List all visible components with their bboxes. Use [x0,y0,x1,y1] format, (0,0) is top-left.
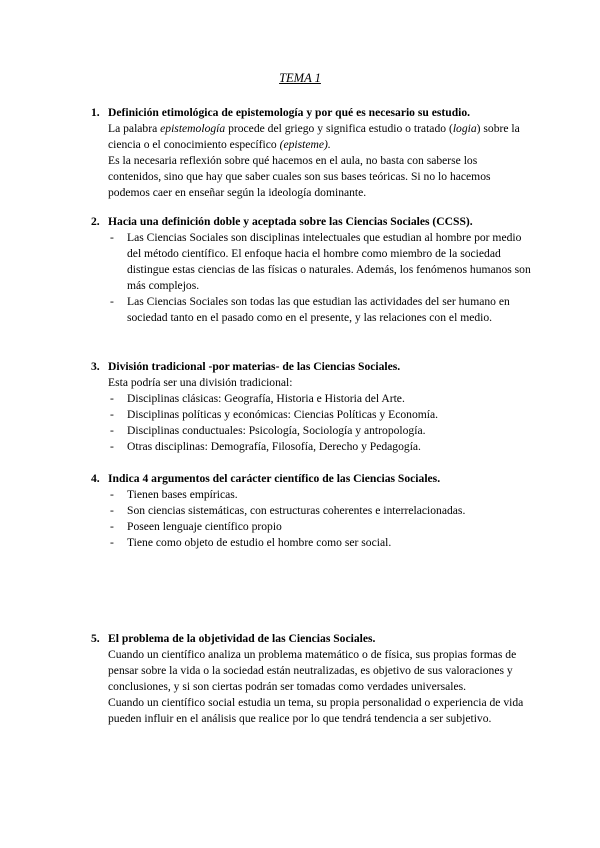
text: procede del griego y significa estudio o tratado ( [225,122,453,135]
list-item-text: Son ciencias sistemáticas, con estructuras coherentes e interrelacionadas. [127,504,466,517]
bullet-marker: - [110,408,114,421]
section-number: 3. [91,360,100,373]
paragraph: Cuando un científico social estudia un tema, su propia personalidad o experiencia de vida pueden influir en el análisis que realice por lo que tendrá tendencia a ser subjetivo. [108,696,524,725]
section-body [108,121,531,201]
term: logia [452,122,477,135]
section-title: El problema de la objetividad de las Ciencias Sociales. [108,632,376,645]
bullet-marker: - [110,520,114,533]
list-item-text: Otras disciplinas: Demografía, Filosofía, Derecho y Pedagogía. [127,440,421,453]
section-5 [91,631,531,727]
list-item [91,423,531,439]
section-3 [91,359,531,455]
list-item-text: Tiene como objeto de estudio el hombre como ser social. [127,536,392,549]
section-heading [91,105,531,121]
section-number: 2. [91,215,100,228]
list-item [91,230,531,294]
term: (episteme). [279,138,331,151]
list-item-text: Poseen lenguaje científico propio [127,520,282,533]
bullet-list [91,391,531,455]
section-heading [91,359,531,375]
list-item-text: Disciplinas políticas y económicas: Ciencias Políticas y Economía. [127,408,439,421]
list-item-text: Disciplinas clásicas: Geografía, Historia e Historia del Arte. [127,392,405,405]
bullet-marker: - [110,295,114,308]
text: La palabra [108,122,161,135]
section-number: 4. [91,472,100,485]
bullet-list [91,487,531,551]
list-item-text: Las Ciencias Sociales son disciplinas intelectuales que estudian al hombre por medio del método científico. El enfoque hacia el hombre como miembro de la sociedad distingue estas ciencias de las físicas o naturales. Además, los fenómenos humanos son más complejos. [127,231,531,292]
list-item [91,439,531,455]
section-1 [91,105,531,201]
bullet-marker: - [110,424,114,437]
list-item [91,391,531,407]
bullet-marker: - [110,392,114,405]
bullet-list [91,230,531,326]
section-heading [91,631,531,647]
list-item-text: Las Ciencias Sociales son todas las que estudian las actividades del ser humano en sociedad tanto en el pasado como en el presente, y las relaciones con el medio. [127,295,510,324]
list-item [91,487,531,503]
list-item-text: Tienen bases empíricas. [127,488,238,501]
bullet-marker: - [110,536,114,549]
section-number: 1. [91,106,100,119]
text: ) sobre la ciencia o el conocimiento específico [108,122,520,151]
paragraph: Cuando un científico analiza un problema matemático o de física, sus propias formas de pensar sobre la vida o la sociedad están neutralizadas, es objetivo de sus valoraciones y conclusiones, y si son ciertas podrán ser tomadas como verdades universales. [108,648,517,693]
section-number: 5. [91,632,100,645]
bullet-marker: - [110,504,114,517]
section-title: División tradicional -por materias- de las Ciencias Sociales. [108,360,401,373]
section-heading [91,214,531,230]
list-item [91,503,531,519]
section-heading [91,471,531,487]
list-item [91,535,531,551]
bullet-marker: - [110,488,114,501]
section-intro: Esta podría ser una división tradicional: [108,376,293,389]
section-body [108,647,531,727]
list-item [91,519,531,535]
paragraph: Es la necesaria reflexión sobre qué hacemos en el aula, no basta con saberse los contenidos, sino que hay que saber cuales son sus bases teóricas. Si no lo hacemos podemos caer en enseñar según la ideología dominante. [108,154,491,199]
bullet-marker: - [110,231,114,244]
section-title: Hacia una definición doble y aceptada sobre las Ciencias Sociales (CCSS). [108,215,473,228]
section-title: Definición etimológica de epistemología y por qué es necesario su estudio. [108,106,471,119]
section-2 [91,214,531,326]
list-item [91,407,531,423]
section-4 [91,471,531,551]
term: epistemología [160,122,226,135]
list-item-text: Disciplinas conductuales: Psicología, Sociología y antropología. [127,424,426,437]
paragraph [108,121,531,153]
page-title: TEMA 1 [279,71,321,85]
bullet-marker: - [110,440,114,453]
list-item [91,294,531,326]
section-title: Indica 4 argumentos del carácter científico de las Ciencias Sociales. [108,472,441,485]
